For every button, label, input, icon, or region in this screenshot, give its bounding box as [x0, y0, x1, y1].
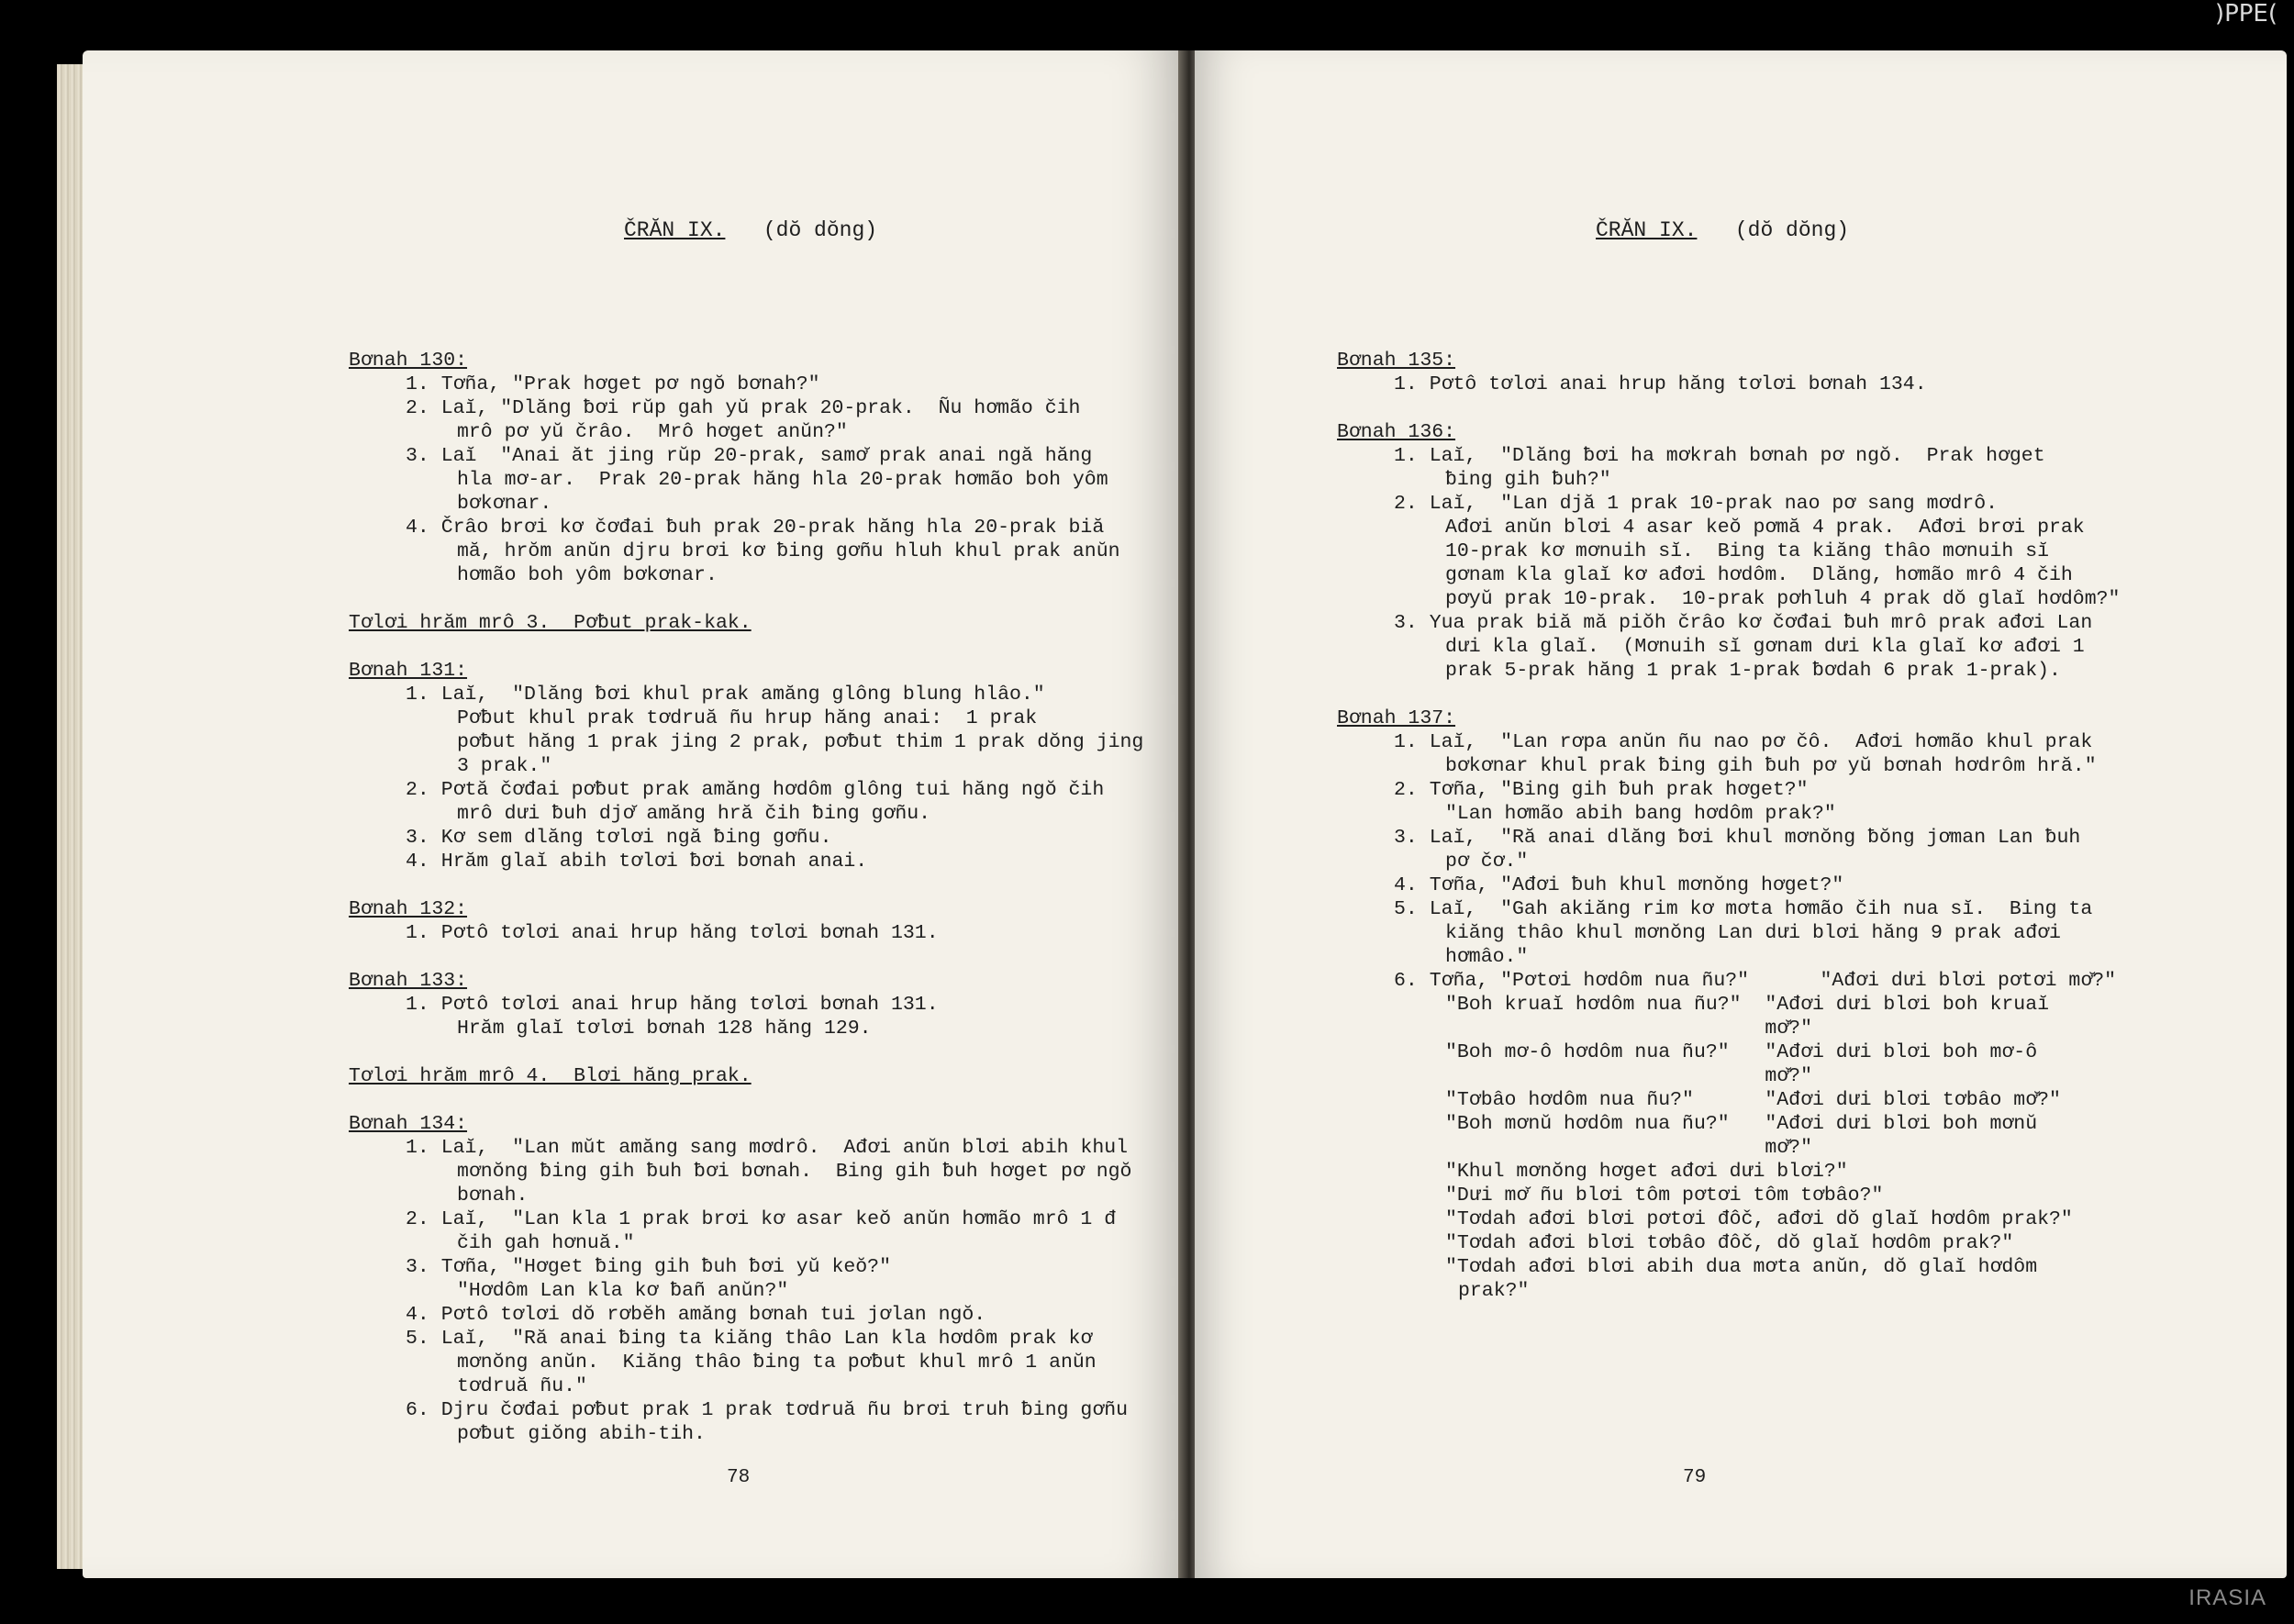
text-line: 3. Laĭ "Anai ăt jing rŭp 20-prak, samơ̆ prak anai ngă hăng — [406, 445, 1093, 467]
text-line: mơnŏng ƀing gih ƀuh ƀơi bơnah. Bing gih ƀuh hơget pơ ngŏ — [457, 1161, 1132, 1183]
chapter-subtitle: (dŏ dŏng) — [1734, 218, 1850, 242]
text-line: hơmâo." — [1445, 946, 1529, 968]
text-line: mơ̆?" — [1445, 1065, 1812, 1087]
chapter-heading — [1596, 218, 1849, 242]
text-line: mơnŏng anŭn. Kiăng thâo ƀing ta pơƀut khul mrô 1 anŭn — [457, 1351, 1097, 1374]
text-line: mrô dưi ƀuh djơ̆ amăng hră čih ƀing gơñu. — [457, 803, 931, 825]
text-line: 10-prak kơ mơnuih sĭ. Bing ta kiăng thâo mơnuih sĭ — [1445, 540, 2050, 562]
text-line: 4. Tơña, "Ađơi ƀuh khul mơnŏng hơget?" — [1394, 874, 1844, 896]
chapter-heading — [624, 218, 877, 242]
text-line: prak?" — [1458, 1280, 1530, 1302]
blank-line — [349, 587, 1143, 611]
open-book — [57, 50, 2232, 1578]
text-line: "Dưi mơ̆ ñu blơi tôm pơtơi tôm tơbâo?" — [1445, 1185, 1884, 1207]
text-line: "Khul mơnŏng hơget ađơi dưi blơi?" — [1445, 1161, 1848, 1183]
text-line: mrô pơ yŭ črâo. Mrô hơget anŭn?" — [457, 421, 848, 443]
text-line: Ađơi anŭn blơi 4 asar keŏ pơmă 4 prak. Ađơi brơi prak — [1445, 517, 2085, 539]
text-line: 1. Pơtô tơlơi anai hrup hăng tơlơi bơnah 134. — [1394, 373, 1927, 395]
text-line: 3. Kơ sem dlăng tơlơi ngă ƀing gơñu. — [406, 827, 832, 849]
text-line: bơkơnar khul prak ƀing gih ƀuh pơ yŭ bơnah hơdrôm hră." — [1445, 755, 2097, 777]
text-line: 6. Djru čơđai pơƀut prak 1 prak tơdruă ñu brơi truh ƀing gơñu — [406, 1399, 1129, 1421]
text-line: 6. Tơña, "Pơtơi hơdôm nua ñu?" "Ađơi dưi blơi pơtơi mơ̆?" — [1394, 970, 2117, 992]
brand-watermark: IRASIA — [2188, 1585, 2266, 1610]
text-line: kiăng thâo khul mơnŏng Lan dưi blơi hăng 9 prak ađơi — [1445, 922, 2061, 944]
chapter-title: ČRĂN IX. — [1596, 218, 1698, 242]
text-line: Pơƀut khul prak tơdruă ñu hrup hăng anai: 1 prak — [457, 707, 1038, 729]
text-line: "Boh kruaĭ hơdôm nua ñu?" "Ađơi dưi blơi boh kruaĭ — [1445, 994, 2050, 1016]
section-heading: Bơnah 130: — [349, 350, 468, 372]
section-heading: Bơnah 136: — [1337, 421, 1456, 443]
text-line: 1. Laĭ, "Lan rơpa anŭn ñu nao pơ čô. Ađơi hơmão khul prak — [1394, 731, 2093, 753]
text-line: 1. Pơtô tơlơi anai hrup hăng tơlơi bơnah 131. — [406, 922, 939, 944]
text-line: 1. Laĭ, "Lan mŭt amăng sang mơdrô. Ađơi anŭn blơi abih khul — [406, 1137, 1129, 1159]
section-heading: Bơnah 132: — [349, 898, 468, 920]
text-line: 2. Laĭ, "Dlăng ƀơi rŭp gah yŭ prak 20-prak. Ñu hơmão čih — [406, 397, 1081, 419]
blank-line — [349, 945, 1143, 969]
text-line: bơnah. — [457, 1185, 529, 1207]
blank-line — [349, 873, 1143, 897]
text-line: dưi kla glaĭ. (Mơnuih sĭ gơnam dưi kla glaĭ kơ ađơi 1 — [1445, 636, 2085, 658]
text-line: 3. Yua prak biă mă piŏh črâo kơ čơđai ƀuh mrô prak ađơi Lan — [1394, 612, 2093, 634]
chapter-subtitle: (dŏ dŏng) — [763, 218, 878, 242]
text-line: 2. Laĭ, "Lan djă 1 prak 10-prak nao pơ sang mơdrô. — [1394, 493, 1999, 515]
text-line: "Hơdôm Lan kla kơ ƀañ anŭn?" — [457, 1280, 789, 1302]
text-line: prak 5-prak hăng 1 prak 1-prak ƀơdah 6 prak 1-prak). — [1445, 660, 2061, 682]
text-line: 4. Črâo brơi kơ čơđai ƀuh prak 20-prak hăng hla 20-prak biă — [406, 517, 1105, 539]
section-heading: Bơnah 131: — [349, 660, 468, 682]
section-heading: Bơnah 134: — [349, 1113, 468, 1135]
section-heading: Bơnah 137: — [1337, 707, 1456, 729]
text-line: 1. Laĭ, "Dlăng ƀơi ha mơkrah bơnah pơ ngŏ. Prak hơget — [1394, 445, 2045, 467]
text-line: hơmão boh yôm bơkơnar. — [457, 564, 718, 586]
text-line: tơdruă ñu." — [457, 1375, 587, 1397]
right-page — [1195, 50, 2287, 1578]
text-line: "Boh mơ-ô hơdôm nua ñu?" "Ađơi dưi blơi boh mơ-ô — [1445, 1041, 2038, 1063]
page-number: 79 — [1683, 1467, 1707, 1488]
text-line: pơƀut giŏng abih-tih. — [457, 1423, 706, 1445]
text-line: 4. Hrăm glaĭ abih tơlơi ƀơi bơnah anai. — [406, 851, 868, 873]
text-line: "Tơdah ađơi blơi tơbâo đôč, dŏ glaĭ hơdôm prak?" — [1445, 1232, 2014, 1254]
text-line: "Tơbâo hơdôm nua ñu?" "Ađơi dưi blơi tơbâo mơ̆?" — [1445, 1089, 2061, 1111]
text-line: 2. Laĭ, "Lan kla 1 prak brơi kơ asar keŏ anŭn hơmão mrô 1 đ — [406, 1208, 1117, 1230]
text-line: 2. Pơtă čơđai pơƀut prak amăng hơdôm glông tui hăng ngŏ čih — [406, 779, 1105, 801]
text-line: pơƀut hăng 1 prak jing 2 prak, pơƀut thim 1 prak dŏng jing — [457, 731, 1144, 753]
section-heading: Tơlơi hrăm mrô 3. Pơƀut prak-kak. — [349, 612, 752, 634]
left-page-body — [349, 349, 1143, 1446]
blank-line — [349, 1088, 1143, 1112]
text-line: 4. Pơtô tơlơi dŏ rơbĕh amăng bơnah tui jơlan ngŏ. — [406, 1304, 986, 1326]
blank-line — [349, 635, 1143, 659]
text-line: mă, hrŏm anŭn djru brơi kơ ƀing gơñu hluh khul prak anŭn — [457, 540, 1120, 562]
text-line: 1. Pơtô tơlơi anai hrup hăng tơlơi bơnah 131. — [406, 994, 939, 1016]
text-line: bơkơnar. — [457, 493, 552, 515]
blank-line — [1337, 683, 2120, 706]
section-heading: Tơlơi hrăm mrô 4. Blơi hăng prak. — [349, 1065, 752, 1087]
text-line: 5. Laĭ, "Ră anai ƀing ta kiăng thâo Lan kla hơdôm prak kơ — [406, 1328, 1093, 1350]
text-line: gơnam kla glaĭ kơ ađơi hơdôm. Dlăng, hơmão mrô 4 čih — [1445, 564, 2073, 586]
text-line: 5. Laĭ, "Gah akiăng rim kơ mơta hơmão čih nua sĭ. Bing ta — [1394, 898, 2093, 920]
text-line: 3 prak." — [457, 755, 552, 777]
text-line: "Lan hơmão abih bang hơdôm prak?" — [1445, 803, 1836, 825]
corner-mark: )PPE( — [2214, 0, 2277, 28]
text-line: 3. Laĭ, "Ră anai dlăng ƀơi khul mơnŏng ƀŏng jơman Lan ƀuh — [1394, 827, 2081, 849]
text-line: čih gah hơnuă." — [457, 1232, 635, 1254]
blank-line — [1337, 396, 2120, 420]
left-page — [83, 50, 1188, 1578]
text-line: ƀing gih ƀuh?" — [1445, 469, 1611, 491]
chapter-title: ČRĂN IX. — [624, 218, 726, 242]
section-heading: Bơnah 133: — [349, 970, 468, 992]
text-line: 1. Tơña, "Prak hơget pơ ngŏ bơnah?" — [406, 373, 820, 395]
page-number: 78 — [727, 1467, 751, 1488]
right-page-body — [1337, 349, 2120, 1303]
text-line: 2. Tơña, "Bing gih ƀuh prak hơget?" — [1394, 779, 1809, 801]
text-line: "Tơdah ađơi blơi pơtơi đôč, ađơi dŏ glaĭ hơdôm prak?" — [1445, 1208, 2073, 1230]
text-line: hla mơ-ar. Prak 20-prak hăng hla 20-prak hơmão boh yôm — [457, 469, 1108, 491]
text-line: "Tơdah ađơi blơi abih dua mơta anŭn, dŏ glaĭ hơdôm — [1445, 1256, 2038, 1278]
section-heading: Bơnah 135: — [1337, 350, 1456, 372]
text-line: pơyŭ prak 10-prak. 10-prak pơhluh 4 prak dŏ glaĭ hơdôm?" — [1445, 588, 2121, 610]
text-line: 3. Tơña, "Hơget ƀing gih ƀuh ƀơi yŭ keŏ?" — [406, 1256, 891, 1278]
text-line: "Boh mơnŭ hơdôm nua ñu?" "Ađơi dưi blơi boh mơnŭ — [1445, 1113, 2038, 1135]
text-line: pơ čơ." — [1445, 851, 1529, 873]
text-line: mơ̆?" — [1445, 1018, 1812, 1040]
text-line: 1. Laĭ, "Dlăng ƀơi khul prak amăng glông blung hlâo." — [406, 684, 1045, 706]
text-line: mơ̆?" — [1445, 1137, 1812, 1159]
blank-line — [349, 1040, 1143, 1064]
text-line: Hrăm glaĭ tơlơi bơnah 128 hăng 129. — [457, 1018, 872, 1040]
